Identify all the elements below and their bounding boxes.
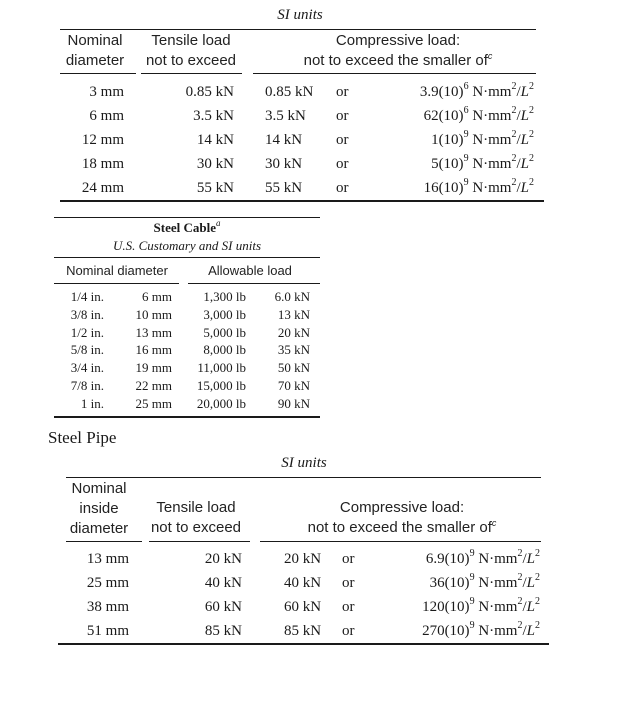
cell-compressive: 14 kN [265,132,303,148]
cell-tensile: 60 kN [204,599,242,615]
cell-compressive: 30 kN [265,156,303,172]
cell-diameter: 13 mm [86,551,129,567]
cell-lb: 1,300 lb [203,289,246,304]
col-header-tensile: Tensile load not to exceed [150,499,242,536]
cell-lb: 11,000 lb [197,360,246,376]
cell-formula: $3.9(10)^6$ $N\cdot mm^2/L^2$ [419,81,534,100]
cell-or: or [336,180,349,196]
cell-formula: $1(10)^9$ $N\cdot mm^2/L^2$ [431,129,534,148]
col-header-allowable-load: Allowable load [208,263,292,278]
table-top-rule [60,29,536,30]
cell-formula: $270(10)^9$ $N\cdot mm^2/L^2$ [422,620,540,639]
cell-tensile: 55 kN [196,180,234,196]
header-rule [149,541,250,542]
cell-inches: 3/4 in. [70,360,104,376]
cell-lb: 3,000 lb [203,306,246,322]
cell-lb: 5,000 lb [203,324,246,340]
cell-tensile: 0.85 kN [185,84,234,100]
header-rule [60,73,136,74]
cable-title: Steel Cable$^a$ [153,218,221,235]
cell-tensile: 85 kN [204,623,242,639]
cell-diameter: 25 mm [86,575,129,591]
col-header-nominal: Nominal diameter [65,32,125,69]
cell-inches: 1/2 in. [70,324,104,340]
cell-compressive: 40 kN [284,575,322,591]
cell-formula: $16(10)^9$ $N\cdot mm^2/L^2$ [423,177,534,196]
table-top-rule [54,217,320,218]
cell-formula: $62(10)^6$ $N\cdot mm^2/L^2$ [423,105,534,124]
cable-subtitle: U.S. Customary and SI units [112,238,262,253]
cell-formula: $5(10)^9$ $N\cdot mm^2/L^2$ [431,153,534,172]
table-bottom-rule [60,200,544,202]
cell-mm: 25 mm [135,395,172,411]
cell-kn: 20 kN [277,324,310,340]
cell-compressive: 3.5 kN [265,108,306,124]
cell-compressive: 20 kN [284,551,322,567]
cell-diameter: 24 mm [81,180,124,196]
cell-kn: 90 kN [277,395,310,411]
table-bottom-rule [58,643,549,645]
cell-kn: 35 kN [277,342,310,358]
cell-or: or [336,156,349,172]
cell-or: or [342,599,355,615]
table-caption: SI units [281,455,327,471]
cell-diameter: 3 mm [89,84,124,100]
cell-inches: 7/8 in. [70,378,104,393]
col-header-compressive: Compressive load: not to exceed the smaller $of^c$ [307,499,497,536]
cell-diameter: 18 mm [81,156,124,172]
cell-tensile: 40 kN [204,575,242,591]
cell-tensile: 30 kN [196,156,234,172]
cell-inches: 1/4 in. [70,289,104,304]
cell-compressive: 55 kN [265,180,303,196]
cell-lb: 15,000 lb [196,378,246,393]
cell-mm: 13 mm [135,324,172,340]
cell-or: or [336,84,349,100]
cell-formula: $36(10)^9$ $N\cdot mm^2/L^2$ [429,572,540,591]
cell-or: or [336,108,349,124]
cell-formula: $120(10)^9$ $N\cdot mm^2/L^2$ [422,596,540,615]
cell-lb: 20,000 lb [196,395,246,411]
cell-compressive: 85 kN [284,623,322,639]
col-header-tensile: Tensile load not to exceed [145,32,237,69]
cell-mm: 6 mm [142,289,172,304]
cell-mm: 19 mm [135,360,172,376]
col-header-compressive: Compressive load: not to exceed the smaller $of^c$ [303,32,493,69]
table-bottom-rule [54,416,320,418]
cell-diameter: 12 mm [81,132,124,148]
col-header-nominal: Nominal inside diameter [69,480,129,537]
header-rule [188,283,320,284]
header-rule [141,73,242,74]
subtitle-rule [54,257,320,258]
cell-or: or [342,551,355,567]
header-rule [54,283,179,284]
cell-inches: 5/8 in. [70,342,104,358]
cell-diameter: 38 mm [86,599,129,615]
col-header-nominal-diameter: Nominal diameter [66,263,168,278]
cell-mm: 16 mm [135,342,172,358]
cell-kn: 13 kN [277,306,310,322]
cell-inches: 3/8 in. [70,306,104,322]
cell-mm: 22 mm [135,378,172,393]
cell-or: or [342,575,355,591]
cell-inches: 1 in. [80,395,104,411]
cell-diameter: 6 mm [89,108,124,124]
section-heading-steel-pipe: Steel Pipe [48,428,117,447]
cell-lb: 8,000 lb [203,342,246,358]
cell-formula: $6.9(10)^9$ $N\cdot mm^2/L^2$ [425,548,540,567]
cell-or: or [342,623,355,639]
cell-compressive: 0.85 kN [265,84,314,100]
cell-diameter: 51 mm [86,623,129,639]
cell-mm: 10 mm [135,306,172,322]
table-caption: SI units [277,7,323,23]
header-rule [253,73,536,74]
cell-kn: 50 kN [277,360,310,376]
cell-kn: 70 kN [277,378,310,393]
table-top-rule [66,477,541,478]
cell-tensile: 14 kN [196,132,234,148]
cell-compressive: 60 kN [284,599,322,615]
header-rule [260,541,541,542]
cell-tensile: 3.5 kN [193,108,234,124]
cell-kn: 6.0 kN [274,289,310,304]
cell-or: or [336,132,349,148]
header-rule [66,541,142,542]
cell-tensile: 20 kN [204,551,242,567]
